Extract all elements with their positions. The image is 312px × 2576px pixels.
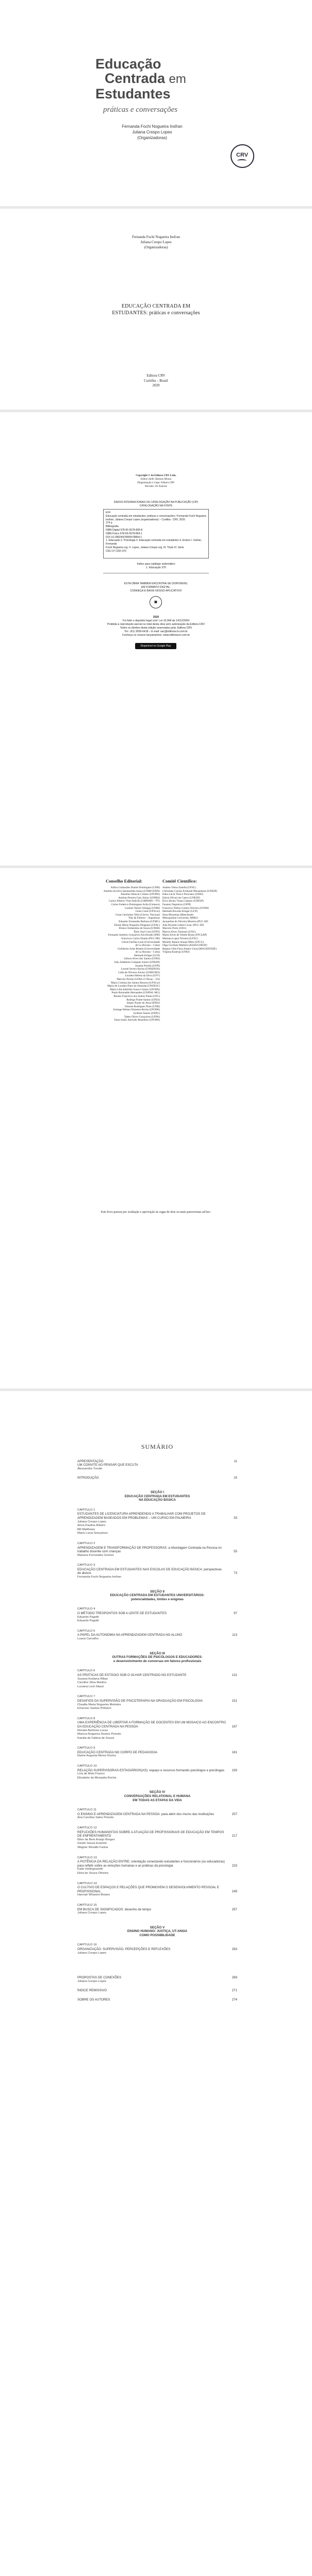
toc-entry-title: REFLEXÕES HUMANISTAS SOBRE A ATUAÇÃO DE PROFISSIONAIS DE EDUCAÇÃO EM TEMPOS DE ENFRENTAMENTO	[77, 1830, 224, 1838]
toc-entry-title: DESAFIOS DA SUPERVISÃO DE PSICOTERAPIA NA GRADUAÇÃO EM PSICOLOGIA	[77, 1699, 203, 1703]
cover-subtitle: práticas e conversações	[103, 106, 178, 114]
toc-entry[interactable]	[77, 1765, 237, 1780]
toc-section-heading	[77, 1590, 237, 1602]
section-title-line: COMO POSSIBILIDADE	[139, 1933, 175, 1937]
section-title-line: CONVERSAÇÕES RELATIONAL E HUMANA	[124, 1794, 191, 1799]
toc-entry-row	[77, 1512, 237, 1520]
editorial-board-list	[88, 886, 160, 1022]
toc-author: Elisa de Souza Oliveira	[77, 1871, 108, 1875]
editorial-member: Eduardo Fernandes Barbosa (UFMG)	[119, 920, 160, 923]
toc-entry-subtitle: UM CONVITE AO PENSAR QUE ESCUTA	[77, 1463, 138, 1467]
scientific-member: Olga Ceciliato Mattioli (ASSIS/UNESP)	[162, 944, 207, 947]
section-label: SEÇÃO II	[150, 1589, 165, 1594]
toc-entry-row	[77, 1769, 237, 1773]
toc-page-number: 131	[232, 1673, 237, 1677]
toc-author: Ellen de Bem Araújo Borges	[77, 1838, 115, 1841]
editorial-member: João Adalberto Campato Junior (UNESP)	[114, 961, 160, 964]
toc-entry-title: AS PRÁTICAS DE ESTÁGIO SOB O OLHAR CENTRADO NO ESTUDANTE	[77, 1673, 187, 1677]
toc-entry-title: O CULTIVO DE ESPAÇOS E RELAÇÕES QUE PROMOVEM O DESENVOLVIMENTO PESSOAL E PROFISSIONAL	[77, 1886, 220, 1893]
toc-author: Claudia Maria Nogueira Meireles	[77, 1703, 121, 1706]
toc-page-number: 73	[234, 1571, 237, 1575]
toc-author: Eduardo Pagotti	[77, 1619, 99, 1623]
cover-author: Juliana Crespo Lopes	[132, 130, 172, 134]
toc-author: Liria de Melo Franco	[77, 1772, 105, 1776]
section-title-line: EM TODAS AS ETAPAS DA VIDA	[133, 1798, 182, 1802]
section-title-line: EDUCAÇÃO CENTRADA EM ESTUDANTES	[124, 1494, 190, 1498]
toc-author: Maria Lúcia Gonçalves	[77, 1532, 108, 1535]
toc-entry-title: O ENSINO E APRENDIZAGEM CENTRADA NA PESSOA: para além dos muros das instituições	[77, 1812, 215, 1816]
editorial-member: Élsio José Corá (UFFS)	[134, 930, 160, 934]
editorial-member: Maria Lília Imbiriba Sousa Colares (UFOPA)	[110, 988, 160, 991]
toc-author: Renata Barbosa Lucas	[77, 1728, 108, 1732]
editorial-member: Carlos Federico Dominguez Avila (Unieuro)	[111, 903, 160, 906]
toc-entry-title: PROPOSTAS DE CONEXÕES	[77, 1976, 122, 1980]
chapter-number: CAPÍTULO 9	[77, 1747, 95, 1750]
toc-entry-row	[77, 1812, 237, 1817]
chapter-number: CAPÍTULO 4	[77, 1607, 95, 1611]
toc-author: Bill Matthews	[77, 1528, 95, 1531]
editorial-member: Cesar Gerónimo Tello (Univer. Nacional	[115, 913, 160, 917]
section-title-line: NA EDUCAÇÃO BÁSICA	[139, 1498, 176, 1502]
copyright-page	[0, 412, 312, 866]
editorial-member: Carlos Alberto Vilar Estêvão (UMINHO – PT)	[108, 900, 160, 903]
section-title-line: OUTRAS FORMAÇÕES DE PSICÓLOGOS E EDUCADORES:	[112, 1655, 203, 1659]
toc-page-number: 181	[232, 1750, 237, 1754]
toc-author: Elaine Augusta Mores Rocha	[77, 1754, 116, 1758]
toc-entry-row	[77, 1831, 237, 1838]
editorial-member: de La Havana – Cuba)	[135, 951, 160, 954]
toc-author: Juliana Crespo Lopes	[77, 1951, 107, 1955]
cover-title-em: em	[169, 72, 186, 86]
toc-page-number: 193	[232, 1768, 237, 1772]
section-title-line: EDUCAÇÃO CENTRADA EM ESTUDANTES UNIVERSITÁRIOS:	[110, 1594, 205, 1598]
scientific-member: Ilana Mountian (Manchester	[162, 913, 194, 917]
toc-entry-row	[77, 1699, 237, 1703]
editorial-member: Maria de Lourdes Pinto de Almeida (UNOESC)	[107, 985, 160, 988]
toc-entry-title: ORGANIZAÇÃO: SUPERVISÃO, PERCEPÇÕES E REFLEXÕES	[77, 1947, 171, 1952]
toc-author: Kamila de Fátima de Souza	[77, 1736, 114, 1740]
editorial-member: Rodrigo Pratte-Santos (UFES)	[126, 998, 160, 1002]
section-title-line: ENSINO HUMANO: JUSTIÇA, UT-ANSIA	[127, 1929, 188, 1934]
qr-code-icon: ▦	[150, 596, 162, 608]
copyright-lines: Copyright © da Editora CRV Ltda. Editor-chefe: Railson Moura Diagramação e Capa: Editora CRV Revisão: Os Autores	[136, 474, 176, 488]
toc-entry[interactable]	[77, 1856, 237, 1876]
editorial-member: Andréia da Silva Quintanilha Sousa (UNIR/UFRN)	[103, 889, 160, 893]
toc-section-heading	[77, 1926, 237, 1938]
chapter-number: CAPÍTULO 15	[77, 1903, 97, 1907]
scientific-member: Christiane Carrijo Eckhardt Mouammar (UNESP)	[162, 889, 218, 893]
toc-entry[interactable]	[77, 1976, 237, 1984]
toc-entry-row	[77, 1908, 237, 1912]
toc-entry-row	[77, 1751, 237, 1755]
editorial-member: Francisco Carlos Duarte (PUC-PR)	[121, 937, 160, 940]
editorial-member: Aldira Guimarães Duarte Domínguez (UNB)	[110, 886, 160, 889]
toc-entry-row	[77, 1886, 237, 1893]
toc-author: Monica Nogueira Soares Peixoto	[77, 1733, 121, 1736]
toc-entry[interactable]	[77, 1882, 237, 1897]
editorial-member: Renato Francisco dos Santos Paula (UFG)	[113, 995, 160, 998]
editorial-member: Guillermo Arias Beatón (Universidade	[118, 947, 160, 951]
editorial-member: Tadeu Oliver Gonçalves (UFPA)	[124, 1015, 160, 1019]
cip-heading: DADOS INTERNACIONAIS DE CATALOGAÇÃO NA PUBLICAÇÃO (CIP) CATALOGAÇÃO NA FONTE	[113, 501, 199, 507]
cover-author: Fernanda Fochi Nogueira Insfran	[122, 124, 183, 129]
toc-entry[interactable]	[77, 1630, 237, 1641]
editorial-member: Leonel Severo Rocha (UNISINOS)	[121, 968, 160, 971]
scientific-member: Mariana Lopez Teixeira (UFSC)	[162, 937, 198, 940]
toc-author: Katie Hollingsworth	[77, 1868, 103, 1871]
cover-title-line3: Estudantes	[95, 86, 171, 101]
toc-author: Wagner Rinaldo Farina	[77, 1845, 108, 1849]
toc-entry-row	[77, 1568, 237, 1575]
editorial-member: Josania Portela (UFPI)	[135, 964, 160, 968]
editorial-board-title: Conselho Editorial:	[106, 878, 143, 884]
toc-entry-title: A POTÊNCIA DA RELAÇÃO ENTRE: orientação conectando estudantes e funcionários (ou educadoras) para refletir sobre as emoções humanas e as práticas da psicologia	[77, 1860, 225, 1868]
toc-author: Luciana Loch Mazzi	[77, 1685, 104, 1688]
toc-entry[interactable]	[77, 1476, 237, 1480]
scientific-member: Andrea Vieira Zanella (UFSC)	[162, 886, 196, 889]
editorial-member: Sérgio Nunes de Jesus (IFRO)	[126, 1002, 160, 1005]
chapter-number: CAPÍTULO 10	[77, 1765, 97, 1768]
section-label: SEÇÃO IV	[149, 1790, 166, 1794]
toc-entry-row	[77, 1989, 237, 1993]
editorial-member: Lourdes Helena da Silva (UFV)	[125, 974, 160, 978]
cover-page	[0, 0, 312, 206]
section-label: SEÇÃO III	[150, 1651, 165, 1655]
scientific-member: Metropolitan University, MMU)	[162, 917, 198, 920]
chapter-number: CAPÍTULO 7	[77, 1695, 95, 1699]
chapter-number: CAPÍTULO 2	[77, 1541, 95, 1545]
toc-page-number: 271	[232, 1989, 237, 1993]
toc-author: Alessandra Trovão	[77, 1467, 103, 1470]
editorial-member: de La Havana – Cuba)	[135, 944, 160, 947]
toc-entry-title: APRENDIZAGEM E TRANSFORMAÇÃO DE PROFESSORAS: a Abordagem Centrada na Pessoa no trabalho docente com crianças	[77, 1546, 222, 1554]
book-title: EDUCAÇÃO CENTRADA EM ESTUDANTES: práticas e conversações	[112, 303, 200, 316]
chapter-number: CAPÍTULO 14	[77, 1882, 97, 1885]
toc-author: Juliana Crespo Lopes	[77, 1979, 107, 1983]
toc-entry-row	[77, 1721, 237, 1728]
toc-body	[77, 1445, 237, 2002]
toc-author: Emerson Santos Pinheiro	[77, 1707, 111, 1710]
toc-entry[interactable]	[77, 1542, 237, 1557]
chapter-number: CAPÍTULO 12	[77, 1826, 97, 1829]
scientific-member: Marcelo Porto (UEG)	[162, 927, 187, 930]
toc-author: Caroline Silva Martins	[77, 1681, 107, 1685]
toc-page-number: 233	[232, 1863, 237, 1868]
toc-page-number: 249	[232, 1889, 237, 1893]
scientific-member: Jacqueline de Oliveira Moreira (PUC-SP)	[162, 920, 208, 923]
toc-entry-title: EM BUSCA DE SIGNIFICADOS: desenho de tempo	[77, 1907, 152, 1911]
toc-entry-row	[77, 1998, 237, 2002]
rights-notice: 2020 Foi feito o depósito legal conf. Lei 10.994 de 14/12/2004 Proibida a reprodução parcial ou total desta obra sem autorização da Editora CRV Todos os direitos desta edição reservados pela: Editora CRV Tel.: (41) 3039-6418 – E-mail: sac@editoracrv.com.br Conheça os nossos lançamentos: www.editoracrv.com.br	[107, 616, 205, 637]
toc-page-number: 167	[232, 1724, 237, 1728]
section-title-line: potencialidades, limites e enigmas	[131, 1597, 184, 1601]
toc-entry[interactable]	[77, 1747, 237, 1758]
toc-entry-title: UMA EXPERIÊNCIA DE LIBERTAR A FORMAÇÃO DE DOCENTES EM UM MOSAICO AO ENCONTRO DA EDUCAÇÃO CENTRADA NA PESSOA	[77, 1721, 226, 1728]
scientific-committee-title: Comitê Científico:	[162, 878, 197, 884]
boards-page	[0, 868, 312, 1388]
chapter-number: CAPÍTULO 6	[77, 1669, 95, 1673]
toc-entry-row	[77, 1947, 237, 1952]
toc-page-number: 151	[232, 1699, 237, 1703]
toc-author: Hannah Wharton-Bowes	[77, 1893, 110, 1897]
toc-entry-row	[77, 1633, 237, 1637]
editorial-member: Tania Suely Azevedo Brasileiro (UFOPA)	[114, 1019, 160, 1022]
editorial-member: Carmen Tereza Velanga (UNIR)	[124, 906, 160, 910]
toc-entry[interactable]	[77, 1998, 237, 2002]
toc-page-number: 97	[234, 1612, 237, 1616]
toc-entry[interactable]	[77, 1695, 237, 1710]
toc-author: Ana Carolina Sales Peixoto	[77, 1816, 114, 1820]
editorial-member: Celso Conti (UFSCar)	[135, 910, 160, 913]
scientific-committee-list	[162, 886, 235, 954]
title-author: (Organizadoras)	[144, 245, 168, 249]
editorial-member: Anselmo Alencar Colares (UFOPA)	[120, 893, 160, 896]
cip-record: E24 Educação centrada em estudantes: práticas e conversações / Fernanda Fochi Nogueira Insfran, Juliana Crespo Lopes (organizadoras) – Curitiba : CRV, 2020. 274 p. Bibliografia ISBN Digital 978-65-5578-895-8 ISBN Físico 978-65-5578-894-1 DOI 10.24824/978655578894.1 1. Educação 2. Psicologia 3. Educação centrada em estudantes 4. Ensino I. Insfran, Fernanda Fochi Nogueira org. II. Lopes, Juliana Crespo org. III. Título IV. Série CDU 37 CDD 370	[103, 509, 209, 558]
crv-logo: CRV	[231, 144, 254, 168]
toc-entry[interactable]	[77, 1669, 237, 1689]
chapter-number: CAPÍTULO 11	[77, 1808, 97, 1812]
cover-title-line2: Centrada	[105, 71, 166, 86]
toc-page-number: 263	[232, 1947, 237, 1952]
toc-author: Juliana Crespo Lopes	[77, 1520, 107, 1523]
toc-entry[interactable]	[77, 1509, 237, 1536]
scientific-member: Regina Célia Faria Amaro Giora (MACKENZIE)	[162, 947, 217, 951]
toc-entry[interactable]	[77, 1989, 237, 1993]
scientific-member: Helmuth Ricardo Krüger (UCP)	[162, 910, 198, 913]
section-label: SEÇÃO V	[150, 1925, 165, 1929]
scientific-member: Marcia Alves Tassinari (USU)	[162, 930, 196, 934]
scientific-member: Virgínia Kastrup (UFRJ)	[162, 951, 190, 954]
cover-author: (Organizadoras)	[137, 135, 167, 140]
toc-entry[interactable]	[77, 1904, 237, 1916]
editorial-member: Jailson Alves dos Santos (UFRJ)	[124, 957, 160, 961]
toc-page-number: 113	[232, 1633, 237, 1637]
toc-entry-row	[77, 1860, 237, 1868]
publisher-block: Editora CRV Curitiba – Brasil 2020	[144, 374, 168, 387]
toc-entry[interactable]	[77, 1826, 237, 1850]
toc-entry-row	[77, 1612, 237, 1616]
toc-page-number: 269	[232, 1976, 237, 1980]
toc-entry-title: A PAPEL DA AUTONOMIA NA APRENDIZAGEM CENTRADA NO ALUNO	[77, 1633, 183, 1637]
chapter-number: CAPÍTULO 5	[77, 1629, 95, 1633]
editorial-member: Simone Rodrigues Pinto (UNB)	[125, 1005, 160, 1008]
title-page	[0, 209, 312, 410]
toc-entry[interactable]	[77, 1564, 237, 1579]
section-title-line: o desenvolvimento de conversas em fatores profissionais	[113, 1659, 202, 1663]
toc-entry[interactable]	[77, 1460, 237, 1471]
scientific-member: Edna Lúcia Tinoco Ponciano (UERJ)	[162, 893, 203, 896]
scientific-member: Francisco Nilton Gomes Oliveira (UFSM)	[162, 906, 209, 910]
toc-heading: SUMÁRIO	[141, 1443, 174, 1450]
toc-author: Anna Paulina Ribeiro	[77, 1524, 106, 1528]
peer-review-note: Este livro passou por avaliação e aprovação às cegas de dois ou mais pareceristas ad hoc.	[101, 1211, 211, 1214]
toc-author: Suzana Kodama Ribas	[77, 1677, 108, 1681]
toc-back-matter	[77, 1976, 237, 2002]
toc-entry[interactable]	[77, 1607, 237, 1623]
toc-entry-row	[77, 1546, 237, 1554]
toc-page-number: 15	[234, 1476, 237, 1480]
toc-section-heading	[77, 1790, 237, 1802]
toc-author: Gisele Sousa Evaristo	[77, 1842, 107, 1845]
editorial-member: Marcelo Paixão (UFRJ e UTexas – US)	[117, 978, 160, 981]
toc-author: Mariana Fernandes Gomes	[77, 1553, 114, 1557]
table-of-contents-page	[0, 1391, 312, 2576]
editorial-member: Elione Maria Nogueira Diogenes (UFAL)	[114, 923, 160, 927]
toc-section-heading	[77, 1652, 237, 1664]
editorial-member: Sydione Santos (UEPG)	[133, 1011, 160, 1015]
catalog-index: Índice para catálogo sistemático 1. Educação 370	[137, 563, 175, 569]
title-author: Fernanda Fochi Nogueira Insfran	[132, 235, 180, 239]
title-author: Juliana Crespo Lopes	[140, 240, 172, 244]
toc-entry-row	[77, 1976, 237, 1980]
chapter-number: CAPÍTULO 16	[77, 1943, 97, 1947]
scientific-member: Fauston Negreiros (UFPI)	[162, 903, 191, 906]
cover-title	[95, 57, 186, 101]
toc-author: Elizabete da Mesquita Rocha	[77, 1776, 117, 1780]
scientific-member: João Ricardo Lebert Cozac (PUC-SP)	[162, 923, 204, 927]
chapter-number: CAPÍTULO 3	[77, 1564, 95, 1567]
toc-entry-row	[77, 1476, 237, 1480]
toc-entry[interactable]	[77, 1808, 237, 1820]
toc-page-number: 217	[232, 1834, 237, 1838]
editorial-member: Maria Cristina dos Santos Bezerra (UFSCar)	[111, 981, 160, 985]
toc-entry-title: EDUCAÇÃO CENTRADA NO CORPO DE PEDAGOGIA	[77, 1750, 158, 1754]
toc-entry-row	[77, 1460, 237, 1464]
toc-entry[interactable]	[77, 1943, 237, 1955]
scientific-member: Edson Olivari de Castro (UNESP)	[162, 896, 200, 900]
toc-entry-title: SOBRE OS AUTORES	[77, 1998, 110, 2002]
scientific-member: Monilly Ramos Araujo Melo (UFCG)	[162, 940, 204, 944]
toc-entry-row	[77, 1673, 237, 1677]
toc-entry-title: EDUCAÇÃO CENTRADA EM ESTUDANTES NAS ESCOLAS DE EDUCAÇÃO BÁSICA: perspectivas de alunos	[77, 1567, 222, 1575]
scientific-member: Maria Alves de Toledo Bruns (FFCLRP)	[162, 934, 207, 937]
toc-page-number: 55	[234, 1550, 237, 1554]
toc-page-number: 274	[232, 1998, 237, 2002]
editorial-member: Solange Helena Ximenes-Rocha (UFOPA)	[113, 1008, 160, 1012]
editorial-member: Lídia de Oliveira Xavier (UNIEURO)	[118, 971, 160, 974]
title-authors	[0, 234, 312, 250]
toc-entry[interactable]	[77, 1717, 237, 1741]
editorial-member: Helmuth Krüger (UCP)	[134, 954, 160, 957]
digital-notice: ESTA OBRA TAMBÉM ENCONTRA-SE DISPONÍVEL EM FORMATO DIGITAL. CONHEÇA E BAIXE NOSSO APLICATIVO!	[124, 582, 188, 592]
chapter-number: CAPÍTULO 13	[77, 1856, 97, 1859]
chapter-number: CAPÍTULO 8	[77, 1717, 95, 1720]
toc-page-number: 257	[232, 1907, 237, 1911]
toc-entry-title: RELAÇÃO SUPERVISORAS-ESTAGIÁRIOS(AS): espaço e recursos formando psicólogos e psicólogas	[77, 1768, 224, 1772]
toc-entry-title: INTRODUÇÃO	[77, 1476, 99, 1480]
cover-title-line1: Educação	[95, 56, 161, 72]
toc-entry-title: ESTUDANTES DE LICENCIATURA APRENDENDO A TRABALHAR COM PROJETOS DE APRENDIZAGEM BASEADOS EM PROBLEMAS – UM CURSO EM PALMEIRA	[77, 1512, 206, 1520]
scientific-member: Érico Bruno Viana Campos (UNESP)	[162, 900, 204, 903]
toc-page-number: 207	[232, 1812, 237, 1816]
toc-author: Fernanda Fochi Nogueira Insfran	[77, 1575, 122, 1579]
toc-page-number: 33	[234, 1516, 237, 1520]
editorial-member: Gloria Fariñas León (Universidade	[122, 940, 160, 944]
toc-entry-title: O MÉTODO TRESPONTOS SOB A LENTE DE ESTUDANTES	[77, 1612, 167, 1616]
toc-author: Luana Carvalho	[77, 1637, 98, 1640]
editorial-member: Fernando Antônio Gonçalves Alcoforado (IPB)	[108, 934, 160, 937]
toc-entry-title: APRESENTAÇÃO	[77, 1459, 104, 1463]
editorial-member: Elizeu Clementino de Souza (UNEB)	[119, 927, 160, 930]
toc-page-number: 11	[234, 1459, 237, 1463]
google-play-badge[interactable]: Disponível no Google Play	[135, 643, 176, 649]
editorial-member: Três de Febrero – Argentina)	[128, 917, 160, 920]
chapter-number: CAPÍTULO 1	[77, 1508, 95, 1512]
editorial-member: Paulo Romualdo Hernandes (UNIFAL-MG)	[111, 991, 160, 995]
toc-author: Eduardo Pagotti	[77, 1615, 99, 1619]
cover-authors	[108, 124, 196, 141]
editorial-member: Antônio Pereira Gaio Júnior (UFRRJ)	[118, 896, 160, 900]
section-label: SEÇÃO I	[150, 1490, 165, 1494]
toc-section-heading	[77, 1490, 237, 1502]
toc-author: Juliana Crespo Lopes	[77, 1911, 107, 1915]
toc-entry-title: ÍNDICE REMISSIVO	[77, 1989, 107, 1993]
